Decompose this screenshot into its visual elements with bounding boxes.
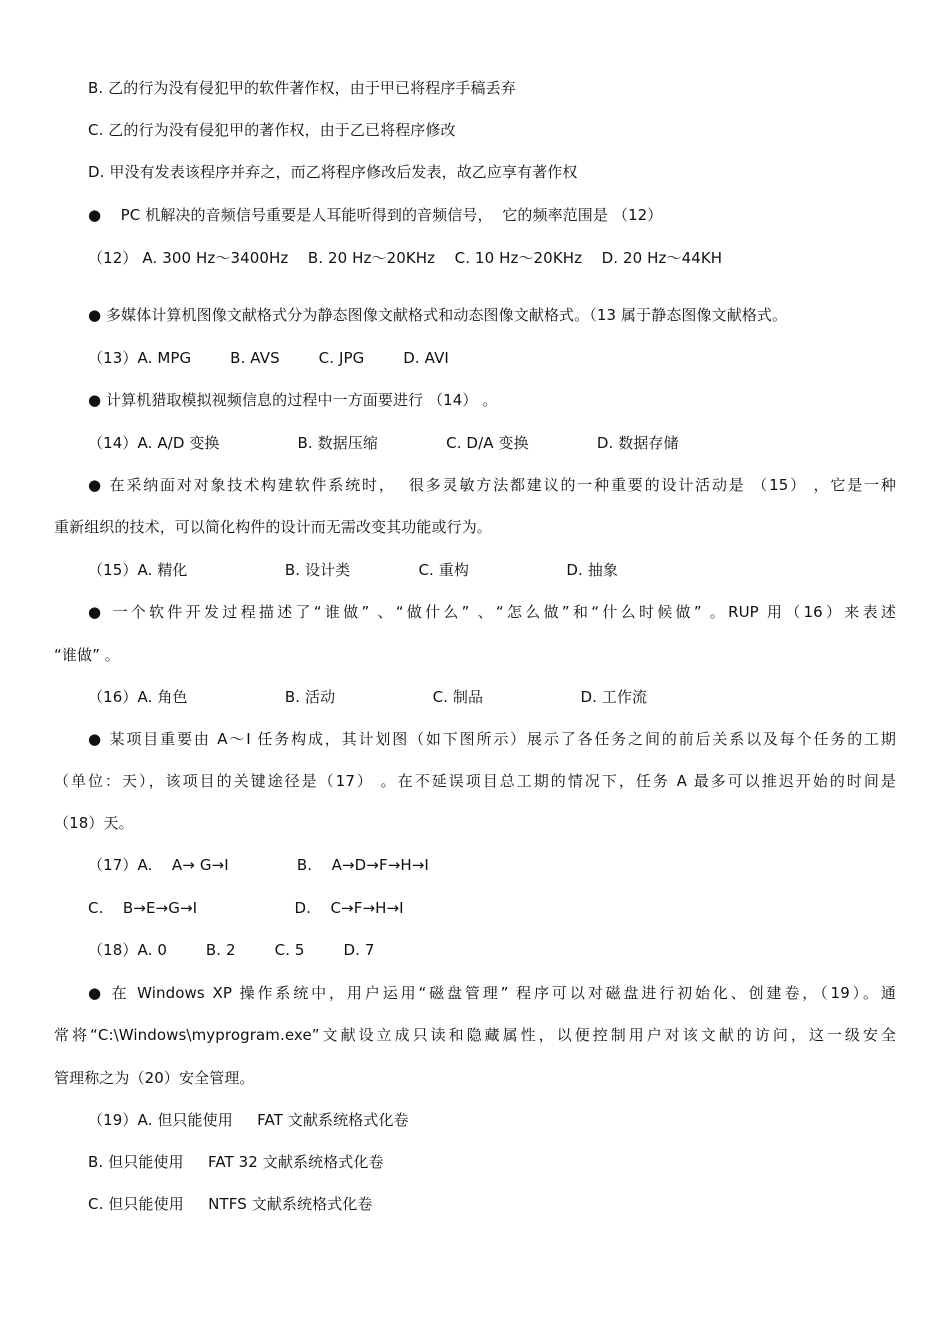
- q15-options: （15）A. 精化 B. 设计类 C. 重构 D. 抽象: [88, 561, 618, 579]
- q17-options-ab: （17）A. A→ G→I B. A→D→F→H→I: [88, 856, 429, 874]
- q11-option-b: B. 乙的行为没有侵犯甲的软件著作权，由于甲已将程序手稿丢弃: [88, 79, 516, 97]
- q19-question-line3: 管理称之为（20）安全管理。: [54, 1069, 255, 1087]
- q19-question-line2: 常将“C:\Windows\myprogram.exe”文献设立成只读和隐藏属性，以便控制用户对该文献的访问，这一级安全: [54, 1026, 896, 1044]
- q12-question: ● PC 机解决的音频信号重要是人耳能听得到的音频信号， 它的频率范围是 （12）: [88, 206, 663, 224]
- q15-question-line2: 重新组织的技术，可以简化构件的设计而无需改变其功能或行为。: [54, 518, 492, 536]
- q12-options: （12） A. 300 Hz～3400Hz B. 20 Hz～20KHz C. 10 Hz～20KHz D. 20 Hz～44KH: [88, 249, 723, 267]
- q14-options: （14）A. A/D 变换 B. 数据压缩 C. D/A 变换 D. 数据存储: [88, 434, 679, 452]
- q19-option-c: C. 但只能使用 NTFS 文献系统格式化卷: [88, 1195, 373, 1213]
- q16-question-line1: ● 一个软件开发过程描述了“谁做” 、“做什么” 、“怎么做”和“什么时候做” 。RUP 用（16）来表述: [88, 603, 896, 621]
- q18-options: （18）A. 0 B. 2 C. 5 D. 7: [88, 941, 375, 959]
- q11-option-c: C. 乙的行为没有侵犯甲的著作权，由于乙已将程序修改: [88, 121, 456, 139]
- q13-question: ● 多媒体计算机图像文献格式分为静态图像文献格式和动态图像文献格式。（13 属于静态图像文献格式。: [88, 306, 788, 324]
- q17-options-cd: C. B→E→G→I D. C→F→H→I: [88, 899, 404, 917]
- q17-question-line3: （18）天。: [54, 814, 134, 832]
- q11-option-d: D. 甲没有发表该程序并弃之，而乙将程序修改后发表，故乙应享有著作权: [88, 163, 578, 181]
- q19-option-a: （19）A. 但只能使用 FAT 文献系统格式化卷: [88, 1111, 409, 1129]
- q17-question-line2: （单位：天），该项目的关键途径是（17） 。在不延误项目总工期的情况下，任务 A 最多可以推迟开始的时间是: [54, 772, 896, 790]
- q19-option-b: B. 但只能使用 FAT 32 文献系统格式化卷: [88, 1153, 384, 1171]
- q16-question-line2: “谁做” 。: [54, 646, 120, 664]
- q14-question: ● 计算机猎取模拟视频信息的过程中一方面要进行 （14） 。: [88, 391, 498, 409]
- q13-options: （13）A. MPG B. AVS C. JPG D. AVI: [88, 349, 449, 367]
- q16-options: （16）A. 角色 B. 活动 C. 制品 D. 工作流: [88, 688, 648, 706]
- q19-question-line1: ● 在 Windows XP 操作系统中，用户运用“磁盘管理” 程序可以对磁盘进行初始化、创建卷，（19）。通: [88, 984, 896, 1002]
- q15-question-line1: ● 在采纳面对对象技术构建软件系统时， 很多灵敏方法都建议的一种重要的设计活动是 （15） ，它是一种: [88, 476, 896, 494]
- q17-question-line1: ● 某项目重要由 A～I 任务构成，其计划图（如下图所示）展示了各任务之间的前后关系以及每个任务的工期: [88, 730, 896, 748]
